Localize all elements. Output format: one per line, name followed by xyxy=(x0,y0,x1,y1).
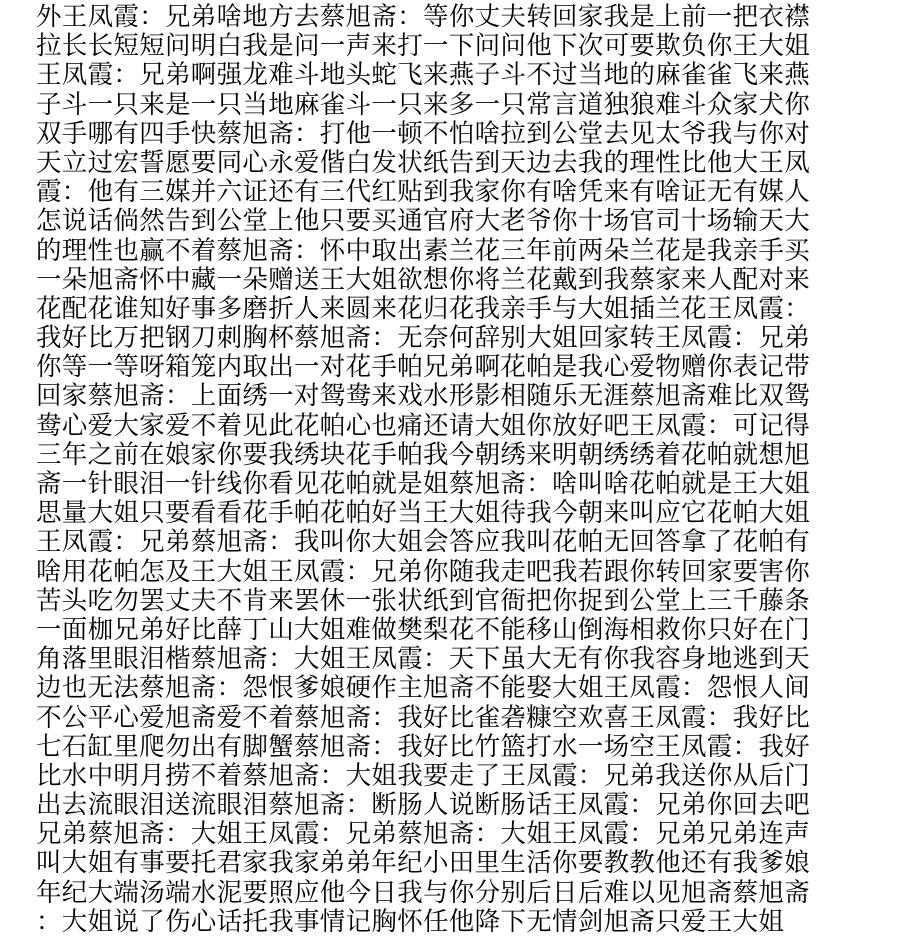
text-line: 拉长长短短问明白我是问一声来打一下问问他下次可要欺负你王大姐 xyxy=(36,32,811,62)
text-line: 一朵旭斋怀中藏一朵赠送王大姐欲想你将兰花戴到我蔡家来人配对来 xyxy=(36,265,811,295)
text-line: 花配花谁知好事多磨折人来圆来花归花我亲手与大姐插兰花王凤霞： xyxy=(36,294,811,324)
text-line: 王凤霞：兄弟蔡旭斋：我叫你大姐会答应我叫花帕无回答拿了花帕有 xyxy=(36,528,811,558)
text-line: 回家蔡旭斋：上面绣一对鸳鸯来戏水形影相随乐无涯蔡旭斋难比双鸳 xyxy=(36,382,811,412)
text-line: 的理性也赢不着蔡旭斋：怀中取出素兰花三年前两朵兰花是我亲手买 xyxy=(36,236,811,266)
text-line: 外王凤霞：兄弟啥地方去蔡旭斋：等你丈夫转回家我是上前一把衣襟 xyxy=(36,3,811,32)
text-line: 七石缸里爬勿出有脚蟹蔡旭斋：我好比竹篮打水一场空王凤霞：我好 xyxy=(36,732,811,762)
text-line: 叫大姐有事要托君家我家弟弟年纪小田里生活你要教教他还有我爹娘 xyxy=(36,849,811,879)
text-line: 不公平心爱旭斋爱不着蔡旭斋：我好比雀砻糠空欢喜王凤霞：我好比 xyxy=(36,703,811,733)
text-line: 出去流眼泪送流眼泪蔡旭斋：断肠人说断肠话王凤霞：兄弟你回去吧 xyxy=(36,791,811,821)
text-line: 年纪大端汤端水泥要照应他今日我与你分别后日后难以见旭斋蔡旭斋 xyxy=(36,878,811,908)
text-line: 天立过宏誓愿要同心永爱偕白发状纸告到天边去我的理性比他大王凤 xyxy=(36,148,811,178)
text-line: 子斗一只来是一只当地麻雀斗一只来多一只常言道独狼难斗众家犬你 xyxy=(36,90,811,120)
text-line: 霞：他有三媒并六证还有三代红贴到我家你有啥凭来有啥证无有媒人 xyxy=(36,178,811,208)
text-line: 双手哪有四手快蔡旭斋：打他一顿不怕啥拉到公堂去见太爷我与你对 xyxy=(36,119,811,149)
text-line: 怎说话倘然告到公堂上他只要买通官府大老爷你十场官司十场输天大 xyxy=(36,207,811,237)
text-line: 我好比万把钢刀刺胸杯蔡旭斋：无奈何辞别大姐回家转王凤霞：兄弟 xyxy=(36,324,811,354)
text-line: 鸯心爱大家爱不着见此花帕心也痛还请大姐你放好吧王凤霞：可记得 xyxy=(36,411,811,441)
text-line: 斋一针眼泪一针线你看见花帕就是姐蔡旭斋：啥叫啥花帕就是王大姐 xyxy=(36,470,811,499)
text-line: 思量大姐只要看看花手帕花帕好当王大姐待我今朝来叫应它花帕大姐 xyxy=(36,499,811,529)
text-line: 一面枷兄弟好比薛丁山大姐难做樊梨花不能移山倒海相救你只好在门 xyxy=(36,615,811,645)
text-line: 三年之前在娘家你要我绣块花手帕我今朝绣来明朝绣绣着花帕就想旭 xyxy=(36,440,811,470)
text-line: ：大姐说了伤心话托我事情记胸怀任他降下无情剑旭斋只爱王大姐 xyxy=(36,907,785,937)
text-line: 兄弟蔡旭斋：大姐王凤霞：兄弟蔡旭斋：大姐王凤霞：兄弟兄弟连声 xyxy=(36,820,811,850)
document-body xyxy=(36,3,876,937)
text-line: 你等一等呀箱笼内取出一对花手帕兄弟啊花帕是我心爱物赠你表记带 xyxy=(36,353,811,383)
text-line: 苦头吃勿罢丈夫不肯来罢休一张状纸到官衙把你捉到公堂上三千藤条 xyxy=(36,586,811,616)
text-line: 啥用花帕怎及王大姐王凤霞：兄弟你随我走吧我若跟你转回家要害你 xyxy=(36,557,811,587)
text-line: 王凤霞：兄弟啊强龙难斗地头蛇飞来燕子斗不过当地的麻雀雀飞来燕 xyxy=(36,61,811,91)
text-line: 边也无法蔡旭斋：怨恨爹娘硬作主旭斋不能娶大姐王凤霞：怨恨人间 xyxy=(36,674,811,704)
text-line: 比水中明月捞不着蔡旭斋：大姐我要走了王凤霞：兄弟我送你从后门 xyxy=(36,761,811,791)
text-line: 角落里眼泪楷蔡旭斋：大姐王凤霞：天下虽大无有你我容身地逃到天 xyxy=(36,645,811,675)
